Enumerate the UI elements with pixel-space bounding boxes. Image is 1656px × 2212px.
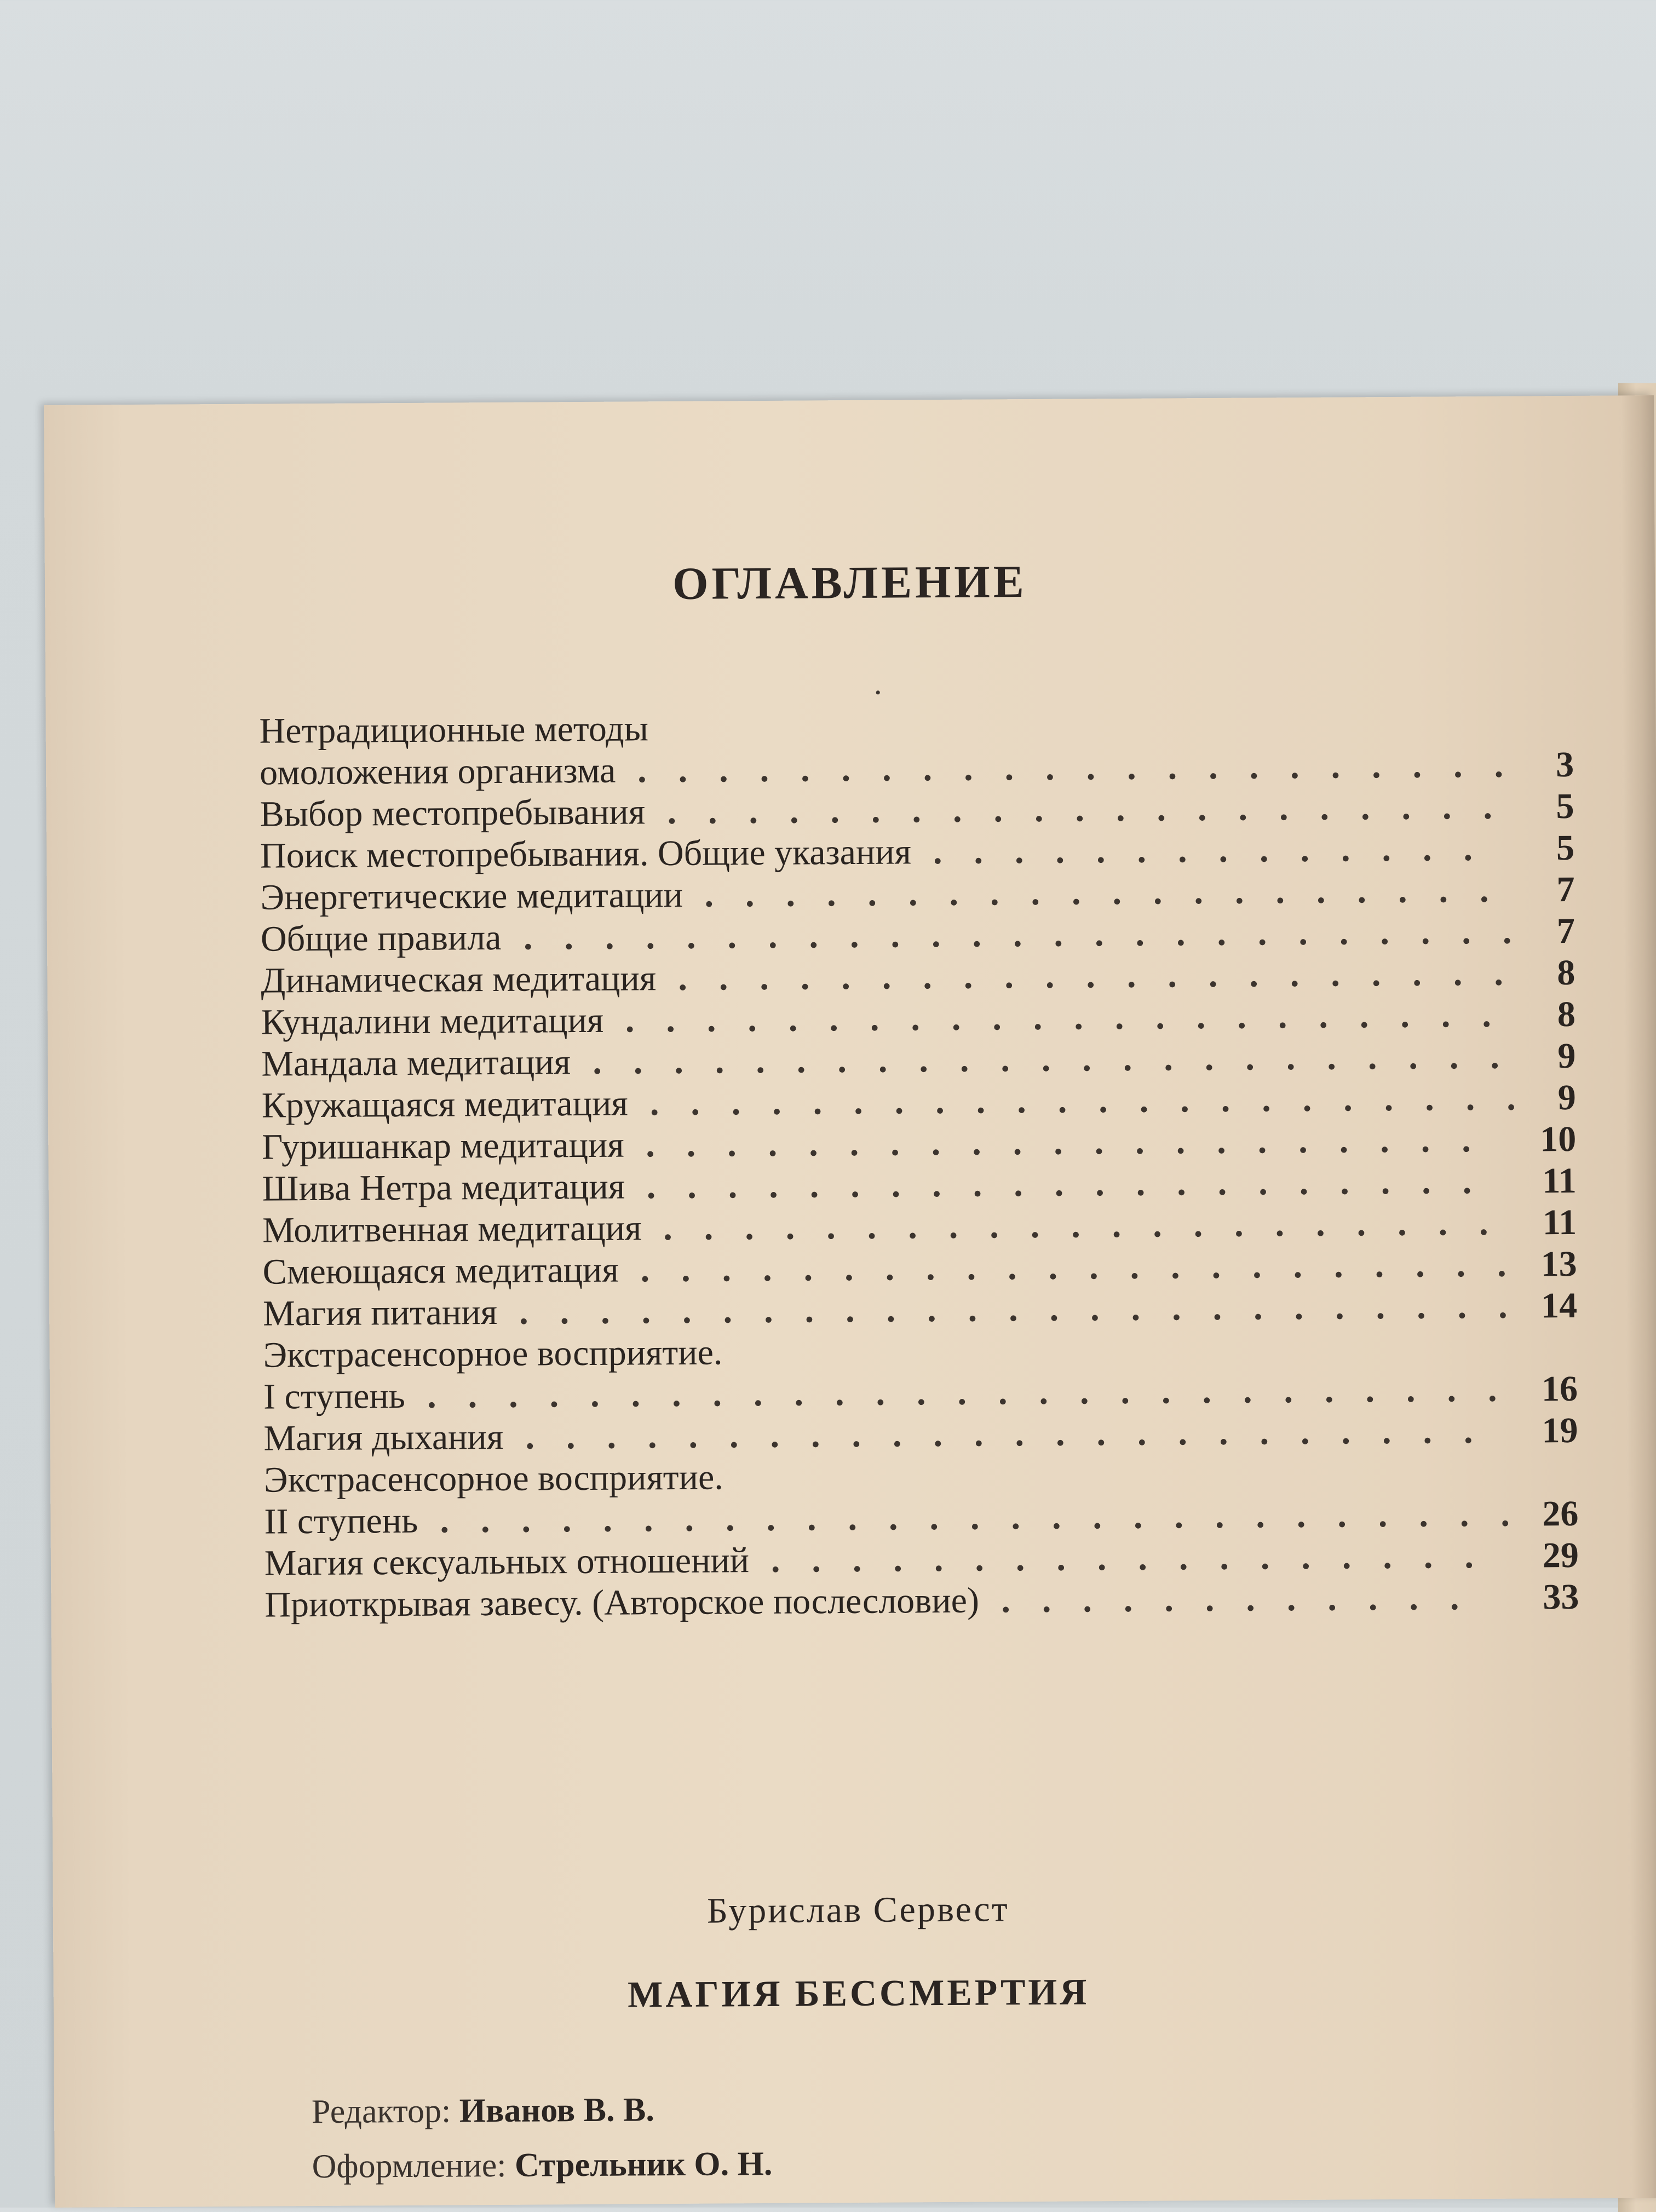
toc-entry-label: Гуришанкар медитация: [262, 1125, 624, 1167]
toc-leader-dots: .....................: [667, 786, 1525, 832]
toc-entry-label: Смеющаяся медитация: [262, 1249, 619, 1292]
credit-value: Иванов В. В.: [459, 2091, 655, 2130]
toc-leader-dots: ......................: [637, 745, 1536, 791]
toc-leader-dots: ......................: [640, 1244, 1538, 1290]
toc-entry-label: Магия дыхания: [263, 1416, 504, 1459]
toc-leader-dots: .........................: [523, 911, 1544, 958]
toc-entry-page: 8: [1557, 952, 1576, 993]
toc-entry: [262, 1243, 1577, 1293]
toc-entry-label: Динамическая медитация: [261, 958, 657, 1001]
toc-entry: [263, 1285, 1577, 1335]
toc-entry-page: 7: [1556, 911, 1576, 952]
toc-leader-dots: .......................: [593, 1036, 1532, 1082]
toc-entry-page: 19: [1542, 1410, 1578, 1451]
toc-leader-dots: ......................: [625, 994, 1523, 1040]
toc-entry: [264, 1535, 1579, 1585]
toc-entry-label: Приоткрывая завесу. (Авторское послесловие): [264, 1580, 980, 1625]
toc-entry-page: 14: [1540, 1285, 1578, 1326]
toc-entry: [260, 786, 1574, 836]
toc-entry: [262, 1202, 1577, 1252]
toc-entry-page: 29: [1542, 1535, 1579, 1576]
toc-entry-label: I ступень: [263, 1376, 406, 1417]
toc-leader-dots: ........................: [525, 1410, 1505, 1457]
toc-entry-page: 5: [1556, 786, 1574, 827]
toc-entry-label: Мандала медитация: [261, 1042, 571, 1084]
toc-leader-dots: ......................: [649, 1078, 1548, 1124]
toc-entry-page: 26: [1542, 1493, 1579, 1534]
toc-entry-page: 8: [1557, 994, 1576, 1035]
toc-leader-dots: .....................: [646, 1119, 1503, 1165]
toc-leader-dots: .........................: [519, 1286, 1539, 1332]
toc-entry-page: 9: [1557, 1077, 1576, 1118]
toc-entry: [261, 952, 1575, 1002]
toc-entry: [261, 911, 1575, 960]
toc-entry-page: 13: [1540, 1243, 1577, 1284]
toc-entry: [260, 827, 1574, 877]
toc-entry-label: Экстрасенсорное восприятие.: [263, 1332, 723, 1375]
toc-entry-label: Кружащаяся медитация: [261, 1083, 628, 1126]
toc-entry-label: Поиск местопребывания. Общие указания: [260, 832, 912, 876]
toc-entry-label: Экстрасенсорное восприятие.: [263, 1457, 723, 1500]
toc-entry-page: 7: [1556, 869, 1575, 910]
toc-entry: [264, 1451, 1578, 1501]
credits-block: [312, 2082, 773, 2194]
book-title: МАГИЯ БЕССМЕРТИЯ: [627, 1971, 1090, 2015]
toc-entry-label: Выбор местопребывания: [260, 792, 646, 834]
toc-entry-page: 5: [1556, 827, 1575, 868]
credit-value: Стрельник О. Н.: [514, 2145, 773, 2184]
toc-entry: [262, 1160, 1577, 1210]
credit-editor: [312, 2082, 772, 2139]
toc-entry-label: Магия питания: [262, 1292, 498, 1334]
toc-title: ОГЛАВЛЕНИЕ: [672, 556, 1028, 609]
page-spine-shadow: [1621, 395, 1656, 2198]
toc-entry: [260, 744, 1574, 794]
toc-entry-label: Энергетические медитации: [260, 874, 683, 918]
toc-entry: [260, 869, 1574, 919]
book-page: [44, 395, 1656, 2208]
toc-leader-dots: ............: [1001, 1577, 1491, 1621]
toc-entry-label: Шива Нетра медитация: [262, 1166, 625, 1209]
toc-leader-dots: ...........................: [440, 1494, 1542, 1541]
toc-entry-page: 16: [1541, 1368, 1578, 1409]
toc-entry-page: 11: [1542, 1160, 1577, 1201]
decorative-dot: ·: [872, 674, 884, 711]
toc-leader-dots: .....................: [678, 953, 1536, 998]
toc-leader-dots: .....................: [663, 1202, 1520, 1248]
toc-leader-dots: ....................: [704, 869, 1521, 915]
toc-entry: [261, 1035, 1576, 1085]
toc-entry-label: Магия сексуальных отношений: [264, 1540, 750, 1583]
credit-design: [312, 2136, 772, 2194]
toc-entry: [261, 994, 1576, 1044]
toc-entry-page: 9: [1557, 1035, 1576, 1076]
toc-entry-page: 10: [1540, 1119, 1577, 1160]
toc-entry: [264, 1493, 1578, 1543]
toc-entry-label: II ступень: [264, 1500, 418, 1542]
toc-entry: [262, 1077, 1576, 1127]
toc-entry-page: 33: [1543, 1576, 1579, 1617]
toc-leader-dots: .....................: [646, 1161, 1504, 1207]
toc-entry-page: 11: [1542, 1202, 1577, 1243]
toc-entry-label: Нетрадиционные методы: [259, 708, 649, 751]
table-of-contents: [259, 702, 1579, 1626]
toc-leader-dots: ..............: [933, 828, 1505, 872]
credit-key: Редактор:: [311, 2092, 451, 2131]
toc-entry: [259, 702, 1573, 752]
toc-entry: [263, 1327, 1577, 1376]
toc-entry-label: Кундалини медитация: [261, 1000, 604, 1042]
credit-key: Оформление:: [312, 2146, 507, 2186]
toc-entry: [264, 1576, 1579, 1626]
author-name: Бурислав Сервест: [706, 1889, 1009, 1931]
toc-leader-dots: ..................: [771, 1535, 1506, 1580]
toc-leader-dots: ...........................: [427, 1369, 1529, 1416]
toc-entry-label: омоложения организма: [259, 750, 616, 793]
toc-entry: [263, 1410, 1578, 1460]
toc-entry: [262, 1119, 1576, 1168]
toc-entry: [263, 1368, 1578, 1418]
toc-entry-label: Молитвенная медитация: [262, 1208, 642, 1251]
toc-entry-page: 3: [1555, 744, 1574, 785]
toc-entry-label: Общие правила: [260, 917, 502, 959]
